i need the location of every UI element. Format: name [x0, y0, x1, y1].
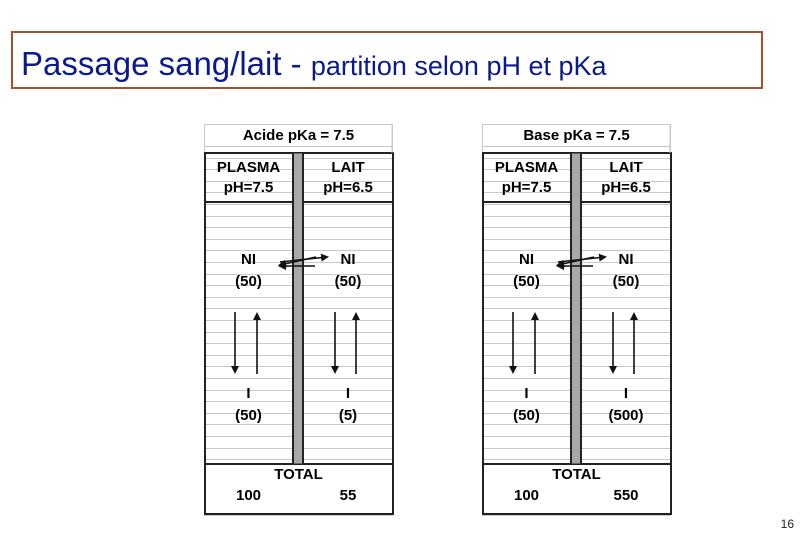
table-header: Base pKa = 7.5 [523, 127, 630, 144]
plasma-label: PLASMA [494, 159, 559, 176]
plasma-ph: pH=7.5 [501, 179, 552, 196]
total-plasma: 100 [513, 487, 540, 504]
plasma-ni-label: NI [519, 251, 534, 268]
page-number: 16 [780, 517, 794, 531]
membrane [571, 153, 581, 464]
plasma-i-label: I [246, 385, 251, 402]
milk-ni-label: NI [618, 251, 634, 268]
milk-ni-value: (50) [334, 273, 362, 290]
plasma-ni-value: (50) [513, 273, 540, 290]
total-label: TOTAL [552, 466, 601, 483]
total-label: TOTAL [274, 466, 323, 483]
plasma-label: PLASMA [216, 159, 281, 176]
milk-ni-value: (50) [612, 273, 640, 290]
milk-ph: pH=6.5 [323, 179, 373, 196]
base-partition-table [482, 124, 671, 516]
membrane [293, 153, 303, 464]
milk-i-label: I [345, 385, 351, 402]
slide-title [21, 45, 607, 83]
title-subtitle: partition selon pH et pKa [310, 51, 607, 81]
title-main: Passage sang/lait [21, 45, 282, 82]
plasma-ni-value: (50) [235, 273, 262, 290]
plasma-i-label: I [524, 385, 529, 402]
milk-ph: pH=6.5 [601, 179, 651, 196]
milk-i-value: (5) [338, 407, 358, 424]
milk-label: LAIT [609, 159, 643, 176]
plasma-ph: pH=7.5 [223, 179, 274, 196]
acid-partition-table [204, 124, 393, 516]
plasma-i-value: (50) [513, 407, 540, 424]
milk-i-label: I [623, 385, 629, 402]
title-separator: - [281, 45, 311, 82]
total-plasma: 100 [235, 487, 262, 504]
table-header: Acide pKa = 7.5 [242, 127, 355, 144]
plasma-ni-label: NI [241, 251, 256, 268]
milk-i-value: (500) [608, 407, 644, 424]
milk-ni-label: NI [340, 251, 356, 268]
milk-label: LAIT [331, 159, 365, 176]
total-milk: 550 [613, 487, 639, 504]
plasma-i-value: (50) [235, 407, 262, 424]
total-milk: 55 [339, 487, 357, 504]
slide-title-box [11, 31, 763, 89]
